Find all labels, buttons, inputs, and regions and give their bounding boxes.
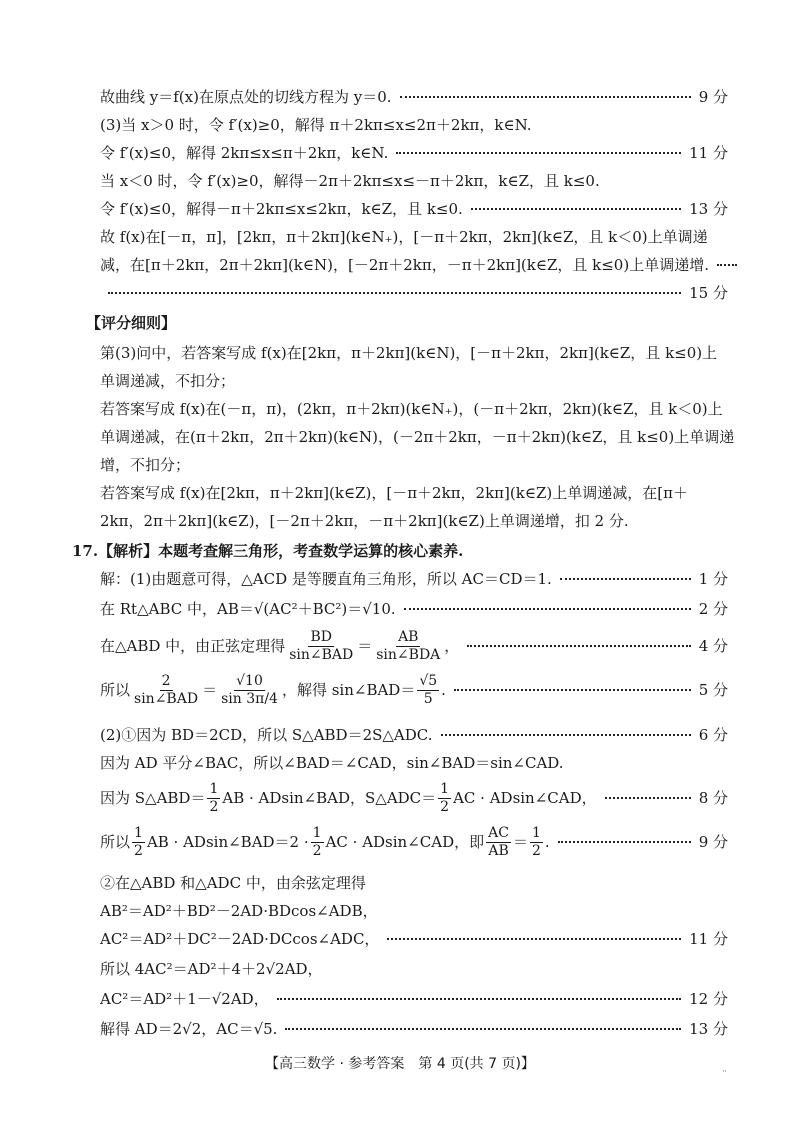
fraction: $\frac{√10}{\sin 3\pi/4}$ <box>221 672 278 707</box>
line-4ac: 所以 4AC²＝AD²＋4＋2√2AD， <box>100 960 323 978</box>
line-sin-bad: 所以 $\frac{2}{\text{sin∠BAD}}$ ＝ $\frac{√10}{\sin 3\pi/4}$ ，解得 sin∠BAD＝ $\frac{√5}{5}$ . 5 分 <box>100 672 728 707</box>
line-cosine-intro: ②在△ABD 和△ADC 中，由余弦定理得 <box>100 874 366 892</box>
line-15: 若答案写成 f(x)在[2kπ，π＋2kπ](k∈Z)，[－π＋2kπ，2kπ](k∈Z)上单调递减，在[π＋ <box>100 484 688 502</box>
fraction: $\frac{√5}{5}$ <box>419 672 438 707</box>
line-5: 令 f′(x)≤0，解得－π＋2kπ≤x≤2kπ，k∈Z，且 k≤0. 13 分 <box>100 200 728 218</box>
fraction: $\frac{AC}{AB}$ <box>488 824 509 859</box>
fraction: $\frac{1}{2}$ <box>134 824 143 859</box>
line-12: 若答案写成 f(x)在(－π，π)，(2kπ，π＋2kπ)(k∈N₊)，(－π＋2kπ，2kπ)(k∈Z，且 k＜0)上 <box>100 400 723 418</box>
fraction: $\frac{1}{2}$ <box>531 824 541 859</box>
line-11: 单调递减，不扣分； <box>100 372 236 390</box>
line-10: 第(3)问中，若答案写成 f(x)在[2kπ，π＋2kπ](k∈N)，[－π＋2kπ，2kπ](k∈Z，且 k≤0)上 <box>100 344 718 362</box>
line-6: 故 f(x)在[－π，π]，[2kπ，π＋2kπ](k∈N₊)，[－π＋2kπ，2kπ](k∈Z，且 k＜0)上单调递 <box>100 228 708 246</box>
line-bisector: 因为 AD 平分∠BAC，所以∠BAD＝∠CAD，sin∠BAD＝sin∠CAD. <box>100 754 564 772</box>
line-19: 在 Rt△ABC 中，AB＝√(AC²＋BC²)＝√10. 2 分 <box>100 600 728 618</box>
line-ratio-result: 所以 $\frac{1}{2}$ AB · ADsin∠BAD＝2 · $\frac{1}{2}$ AC · ADsin∠CAD，即 $\frac{AC}{AB}$ ＝ $\frac{1}{2}$ . 9 分 <box>100 824 728 859</box>
line-2: (3)当 x＞0 时，令 f′(x)≥0，解得 π＋2kπ≤x≤2π＋2kπ，k∈N. <box>100 116 532 134</box>
line-cos-ac: AC²＝AD²＋DC²－2AD·DCcos∠ADC， 11 分 <box>100 930 728 948</box>
line-cos-ab: AB²＝AD²＋BD²－2AD·BDcos∠ADB， <box>100 902 378 920</box>
section-heading-scoring: 【评分细则】 <box>86 314 177 332</box>
line-1: 故曲线 y＝f(x)在原点处的切线方程为 y＝0. 9 分 <box>100 88 728 106</box>
line-13: 单调递减，在(π＋2kπ，2π＋2kπ)(k∈N)，(－2π＋2kπ，－π＋2kπ)(k∈Z，且 k≤0)上单调递 <box>100 428 735 446</box>
fraction: $\frac{1}{2}$ <box>312 824 322 859</box>
line-sine-law: 在△ABD 中，由正弦定理得 $\frac{BD}{\text{sin∠BAD}}$ ＝ $\frac{AB}{\text{sin∠BDA}}$ ， 4 分 <box>100 628 728 663</box>
fraction: $\frac{BD}{\text{sin∠BAD}}$ <box>289 628 354 663</box>
problem-17-heading: 17.【解析】本题考查解三角形，考查数学运算的核心素养. <box>72 542 464 560</box>
page-footer: 【高三数学 · 参考答案 第 4 页(共 7 页)】 <box>265 1056 535 1072</box>
line-7: 减，在[π＋2kπ，2π＋2kπ](k∈N)，[－2π＋2kπ，－π＋2kπ](k∈Z，且 k≤0)上单调递增. <box>100 254 728 276</box>
fraction: $\frac{1}{2}$ <box>440 780 450 815</box>
line-3: 令 f′(x)≤0，解得 2kπ≤x≤π＋2kπ，k∈N. 11 分 <box>100 144 728 162</box>
line-final: 解得 AD＝2√2，AC＝√5. 13 分 <box>100 1020 728 1038</box>
line-18: 解：(1)由题意可得，△ACD 是等腰直角三角形，所以 AC＝CD＝1. 1 分 <box>100 570 728 588</box>
line-area-ratio: (2)①因为 BD＝2CD，所以 S△ABD＝2S△ADC. 6 分 <box>100 726 728 744</box>
line-ac2: AC²＝AD²＋1－√2AD， 12 分 <box>100 990 728 1008</box>
line-14: 增，不扣分； <box>100 456 191 474</box>
fraction: $\frac{AB}{\text{sin∠BDA}}$ <box>376 628 441 663</box>
line-8: 15 分 <box>100 282 728 304</box>
line-4: 当 x＜0 时，令 f′(x)≥0，解得－2π＋2kπ≤x≤－π＋2kπ，k∈Z，且 k≤0. <box>100 172 600 190</box>
corner-mark: ¨ <box>722 1070 727 1081</box>
line-area-formula: 因为 S△ABD＝ $\frac{1}{2}$ AB · ADsin∠BAD，S△ADC＝ $\frac{1}{2}$ AC · ADsin∠CAD， 8 分 <box>100 780 728 815</box>
fraction: $\frac{1}{2}$ <box>209 780 219 815</box>
line-16: 2kπ，2π＋2kπ](k∈Z)，[－2π＋2kπ，－π＋2kπ](k∈Z)上单调递增，扣 2 分. <box>100 512 629 530</box>
fraction: $\frac{2}{\text{sin∠BAD}}$ <box>134 672 199 707</box>
